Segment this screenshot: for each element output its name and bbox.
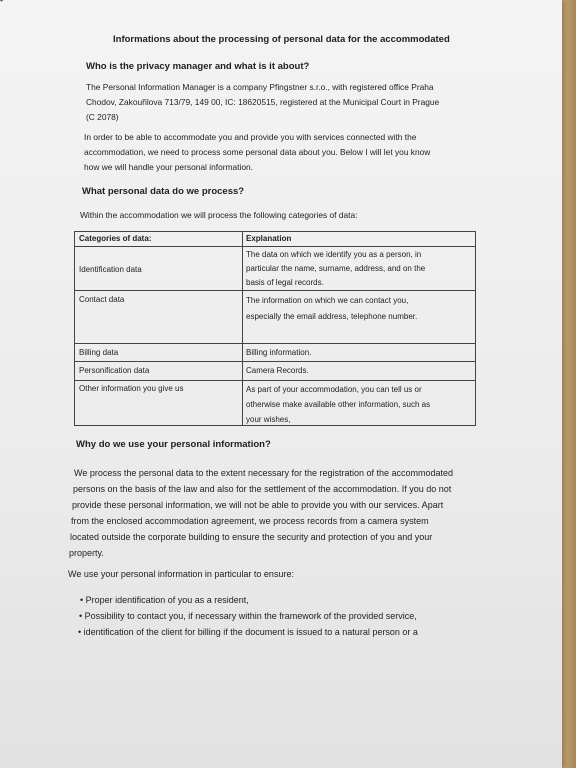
desk-background (560, 0, 576, 768)
explanation-line: basis of legal records. (246, 278, 324, 287)
data-categories-table (74, 231, 476, 426)
staple-mark (0, 0, 18, 10)
table-header-row (75, 232, 475, 247)
paragraph-line: from the enclosed accommodation agreement, we process records from a camera system (71, 516, 429, 526)
table-cell-category: Contact data (79, 295, 125, 304)
paragraph-line: how we will handle your personal information. (84, 162, 253, 172)
table-row (75, 291, 475, 344)
explanation-line: The data on which we identify you as a person, in (246, 250, 422, 259)
table-cell-category: Other information you give us (79, 384, 184, 393)
table-row (75, 381, 475, 426)
explanation-line: As part of your accommodation, you can tell us or (246, 385, 422, 394)
paragraph-line: (C 2078) (86, 112, 119, 122)
paragraph-line: In order to be able to accommodate you and provide you with services connected with the (84, 132, 417, 142)
table-header-category: Categories of data: (79, 234, 152, 243)
paragraph-line: property. (69, 548, 104, 558)
table-cell-category: Personification data (79, 366, 150, 375)
explanation-line: otherwise make available other information, such as (246, 400, 431, 409)
document-title: Informations about the processing of personal data for the accommodated (113, 34, 450, 45)
explanation-line: The information on which we can contact you, (246, 296, 409, 305)
explanation-line: especially the email address, telephone number. (246, 312, 418, 321)
bullet-item: • Proper identification of you as a resident, (80, 592, 249, 608)
table-cell-category: Billing data (79, 348, 119, 357)
paragraph-line: The Personal Information Manager is a company Pfingstner s.r.o., with registered office Praha (86, 82, 434, 92)
table-row (75, 247, 475, 291)
section-intro: Within the accommodation we will process the following categories of data: (80, 210, 358, 220)
explanation-line: your wishes, (246, 415, 291, 424)
bullet-item: • Possibility to contact you, if necessary within the framework of the provided service, (79, 608, 417, 624)
paragraph-line: Chodov, Zakouřilova 713/79, 149 00, IC: 18620515, registered at the Municipal Court in Prague (86, 97, 440, 107)
paragraph-line: persons on the basis of the law and also for the settlement of the accommodation. If you do not (73, 484, 452, 494)
section-heading-why-use: Why do we use your personal information? (76, 439, 271, 450)
paragraph-line: accommodation, we need to process some personal data about you. Below I will let you know (84, 147, 431, 157)
explanation-line: Billing information. (246, 348, 312, 357)
explanation-line: Camera Records. (246, 366, 309, 375)
table-row (75, 344, 475, 362)
paragraph-line: provide these personal information, we will not be able to provide you with our services. Apart (72, 500, 444, 510)
explanation-line: particular the name, surname, address, and on the (246, 264, 426, 273)
section-heading-privacy-manager: Who is the privacy manager and what is it about? (86, 61, 310, 72)
table-cell-category: Identification data (79, 265, 142, 274)
table-cell-explanation (246, 293, 474, 325)
bullet-item: • identification of the client for billing if the document is issued to a natural person or a (78, 624, 418, 640)
table-cell-explanation (246, 346, 474, 360)
paragraph-line: We process the personal data to the extent necessary for the registration of the accommodated (74, 468, 454, 478)
paragraph-line: located outside the corporate building to ensure the security and protection of you and your (70, 532, 433, 542)
section-heading-personal-data: What personal data do we process? (82, 186, 245, 197)
table-header-explanation: Explanation (246, 234, 292, 243)
paragraph-line: We use your personal information in particular to ensure: (68, 569, 294, 579)
table-cell-explanation (246, 382, 474, 427)
table-cell-explanation (246, 248, 474, 290)
table-cell-explanation (246, 364, 474, 378)
table-row (75, 362, 475, 381)
